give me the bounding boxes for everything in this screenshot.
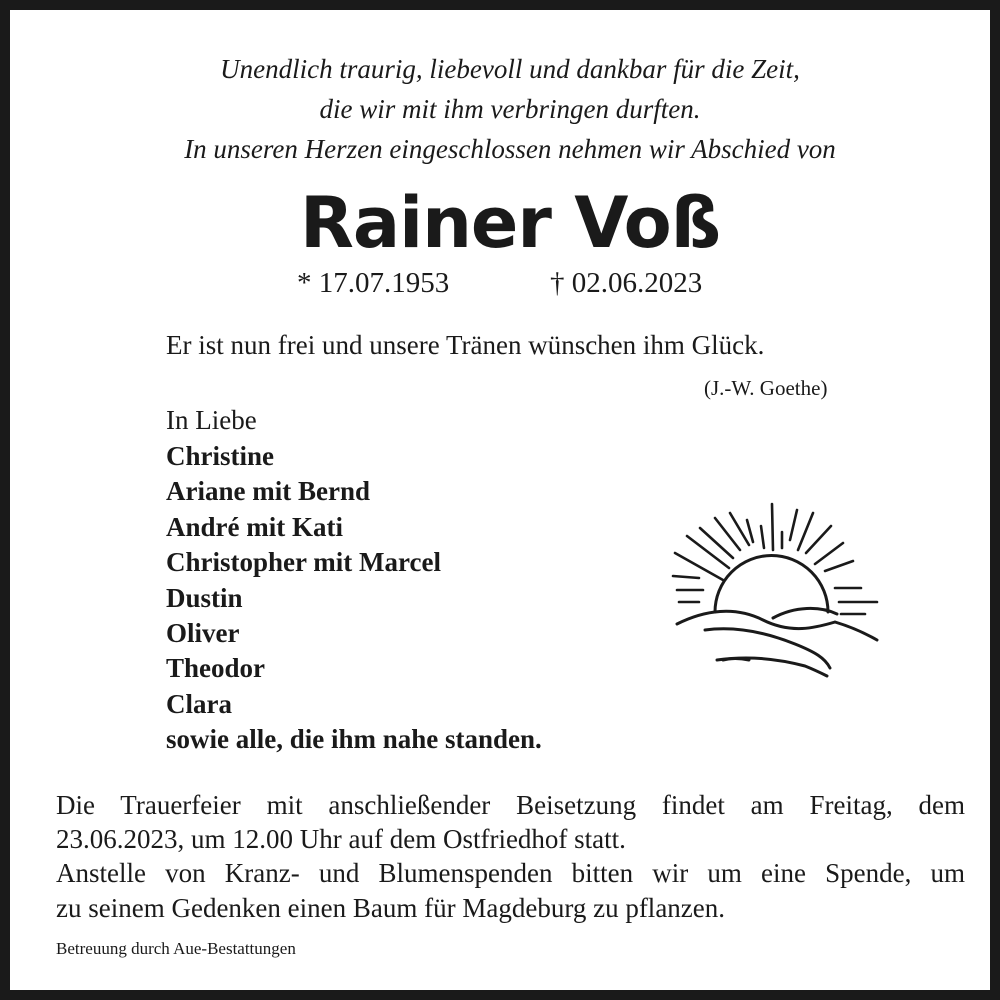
service-paragraph-2-line-1: Anstelle von Kranz- und Blumenspenden bitten wir um eine Spende, um [56,858,965,888]
intro-line-2: die wir mit ihm verbringen durften. [319,94,701,124]
service-paragraph-1-line-2: 23.06.2023, um 12.00 Uhr auf dem Ostfriedhof statt. [56,824,626,854]
funeral-home-credit: Betreuung durch Aue-Bestattungen [56,939,296,958]
mourners-list [166,439,542,758]
intro-line-1: Unendlich traurig, liebevoll und dankbar für die Zeit, [220,54,800,84]
quote-author: (J.-W. Goethe) [704,376,828,400]
sunset-over-hills-icon [665,498,885,678]
mourner-name: André mit Kati [166,511,343,542]
mourner-name: Clara [166,688,232,719]
mourners-closing: sowie alle, die ihm nahe standen. [166,724,542,755]
mourner-name: Ariane mit Bernd [166,476,370,507]
deceased-name: Rainer Voß [299,182,721,264]
mourner-name: Theodor [166,653,266,684]
mourner-name: Oliver [166,617,240,648]
mourners-label: In Liebe [166,405,257,435]
quote-text: Er ist nun frei und unsere Tränen wünschen ihm Glück. [166,330,765,360]
death-date: † 02.06.2023 [550,267,703,299]
mourner-name: Christopher mit Marcel [166,547,441,578]
mourner-name: Dustin [166,582,243,613]
service-paragraph-2-line-2: zu seinem Gedenken einen Baum für Magdeburg zu pflanzen. [56,893,726,923]
birth-date: * 17.07.1953 [297,267,450,299]
intro-line-3: In unseren Herzen eingeschlossen nehmen wir Abschied von [184,134,836,164]
mourner-name: Christine [166,441,274,471]
service-paragraph-1-line-1: Die Trauerfeier mit anschließender Beisetzung findet am Freitag, dem [56,790,965,820]
